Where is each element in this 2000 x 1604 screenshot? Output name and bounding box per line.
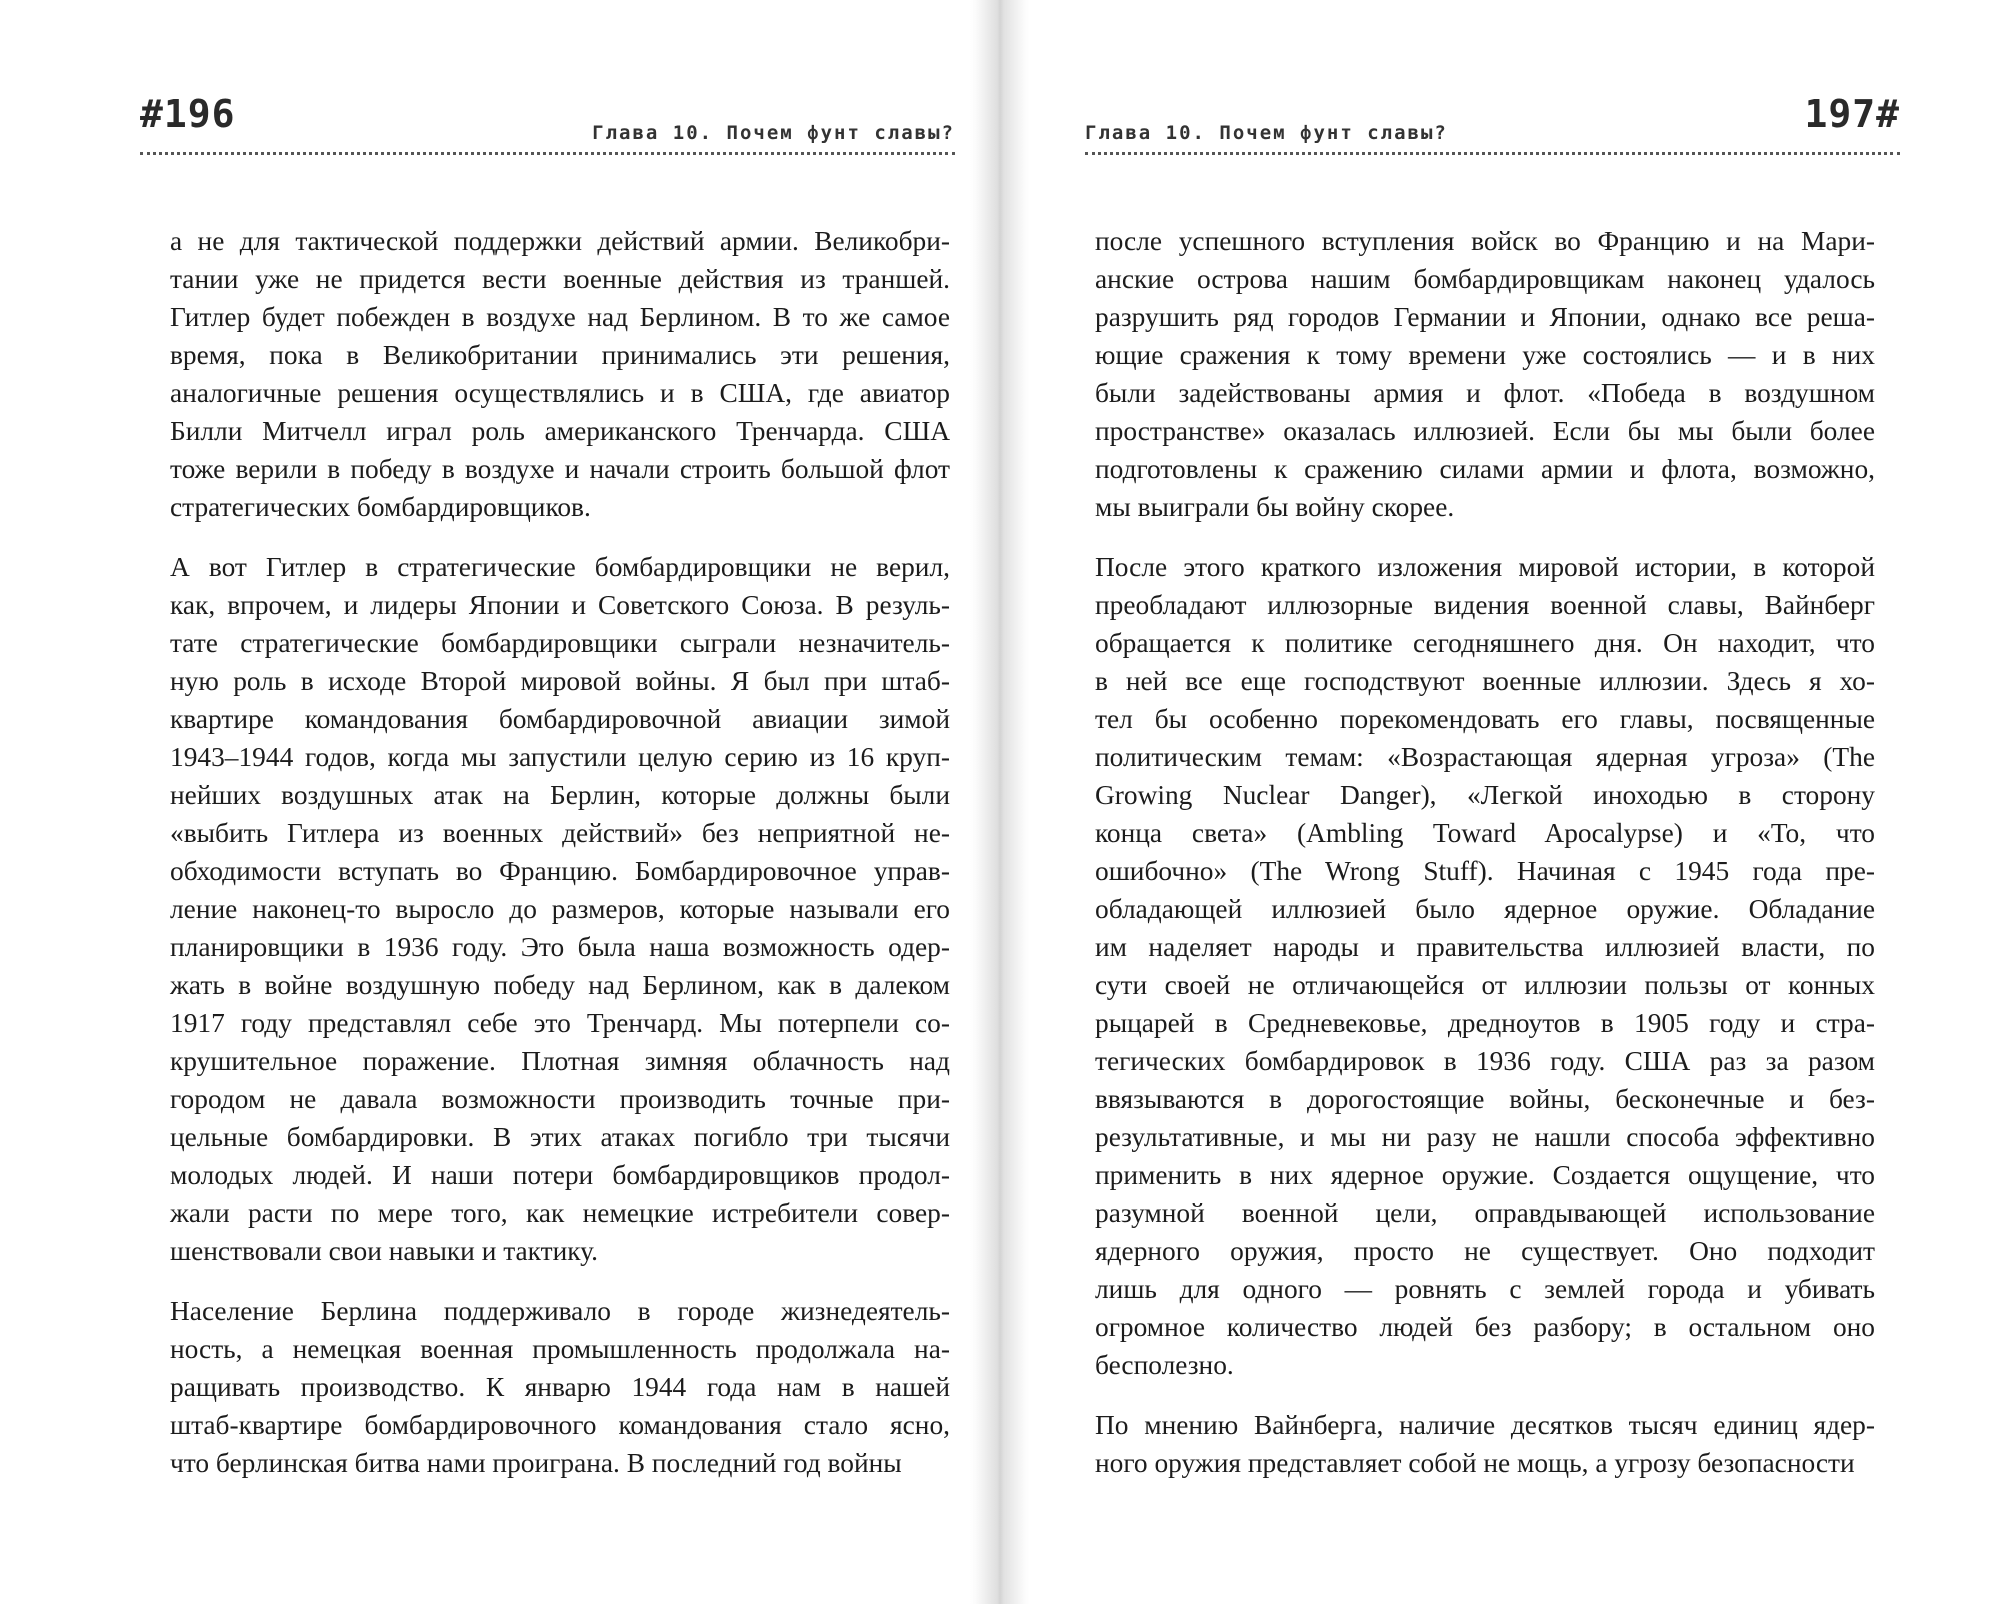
right-page-number: 197# [1804,92,1900,136]
right-text-line: огромное количество людей без разбору; в остальном оно [1095,1312,1875,1342]
right-page-body [1095,222,1875,1482]
right-text-line: пространстве» оказалась иллюзией. Если бы мы были более [1095,416,1875,446]
right-text-line: ного оружия представляет собой не мощь, а угрозу безопасности [1095,1448,1855,1478]
right-paragraph-gap [1095,526,1875,548]
right-text-line: сути своей не отличающейся от иллюзии пользы от конных [1095,970,1875,1000]
left-text-line: А вот Гитлер в стратегические бомбардировщики не верил, [170,552,950,582]
left-text-line: время, пока в Великобритании принимались эти решения, [170,340,950,370]
right-text-line: По мнению Вайнберга, наличие десятков тысяч единиц ядер- [1095,1410,1875,1440]
right-text-line: мы выиграли бы войну скорее. [1095,492,1455,522]
left-text-line: штаб-квартире бомбардировочного командования стало ясно, [170,1410,950,1440]
left-text-line: тате стратегические бомбардировщики сыграли незначитель- [170,628,950,658]
right-text-line: политическим темам: «Возрастающая ядерная угроза» (The [1095,742,1875,772]
right-text-line: лишь для одного — ровнять с землей города и убивать [1095,1274,1875,1304]
right-text-line: конца света» (Ambling Toward Apocalypse) и «То, что [1095,818,1875,848]
right-text-line: им наделяет народы и правительства иллюзией власти, по [1095,932,1875,962]
right-text-line: после успешного вступления войск во Францию и на Мари- [1095,226,1875,256]
left-paragraph-gap [170,1270,950,1292]
left-text-line: 1943–1944 годов, когда мы запустили целую серию из 16 круп- [170,742,950,772]
right-text-line: тел бы особенно порекомендовать его главы, посвященные [1095,704,1875,734]
right-text-line: ядерного оружия, просто не существует. Оно подходит [1095,1236,1875,1266]
right-text-line: ющие сражения к тому времени уже состоялись — и в них [1095,340,1875,370]
left-text-line: а не для тактической поддержки действий армии. Великобри- [170,226,950,256]
left-text-line: что берлинская битва нами проиграна. В последний год войны [170,1448,902,1478]
right-text-line: результативные, и мы ни разу не нашли способа эффективно [1095,1122,1875,1152]
left-running-title: Глава 10. Почем фунт славы? [592,122,955,144]
left-text-line: Гитлер будет побежден в воздухе над Берлином. В то же самое [170,302,950,332]
right-text-line: обладающей иллюзией было ядерное оружие. Обладание [1095,894,1875,924]
right-text-line: применить в них ядерное оружие. Создается ощущение, что [1095,1160,1875,1190]
right-text-line: После этого краткого изложения мировой истории, в которой [1095,552,1875,582]
left-text-line: как, впрочем, и лидеры Японии и Советского Союза. В резуль- [170,590,950,620]
right-paragraph [1095,1406,1875,1482]
left-text-line: обходимости вступать во Францию. Бомбардировочное управ- [170,856,950,886]
right-running-title: Глава 10. Почем фунт славы? [1085,122,1448,144]
left-text-line: тании уже не придется вести военные действия из траншей. [170,264,950,294]
left-page-body [170,222,950,1482]
left-text-line: аналогичные решения осуществлялись и в США, где авиатор [170,378,950,408]
left-page-number: #196 [140,92,236,136]
left-text-line: «выбить Гитлера из военных действий» без неприятной не- [170,818,950,848]
left-text-line: планировщики в 1936 году. Это была наша возможность одер- [170,932,950,962]
right-text-line: преобладают иллюзорные видения военной славы, Вайнберг [1095,590,1875,620]
left-text-line: ную роль в исходе Второй мировой войны. Я был при штаб- [170,666,950,696]
right-text-line: разрушить ряд городов Германии и Японии, однако все реша- [1095,302,1875,332]
right-text-line: тегических бомбардировок в 1936 году. США раз за разом [1095,1046,1875,1076]
left-text-line: стратегических бомбардировщиков. [170,492,591,522]
left-text-line: Билли Митчелл играл роль американского Тренчарда. США [170,416,950,446]
right-text-line: ввязываются в дорогостоящие войны, бесконечные и без- [1095,1084,1875,1114]
right-text-line: рыцарей в Средневековье, дредноутов в 1905 году и стра- [1095,1008,1875,1038]
right-text-line: подготовлены к сражению силами армии и флота, возможно, [1095,454,1875,484]
left-paragraph [170,548,950,1270]
right-text-line: разумной военной цели, оправдывающей использование [1095,1198,1875,1228]
left-text-line: жали расти по мере того, как немецкие истребители совер- [170,1198,950,1228]
right-text-line: ошибочно» (The Wrong Stuff). Начиная с 1945 года пре- [1095,856,1875,886]
left-text-line: 1917 году представлял себе это Тренчард. Мы потерпели со- [170,1008,950,1038]
right-text-line: бесполезно. [1095,1350,1234,1380]
right-text-line: в ней все еще господствуют военные иллюзии. Здесь я хо- [1095,666,1875,696]
right-text-line: анские острова нашим бомбардировщикам наконец удалось [1095,264,1875,294]
left-text-line: ращивать производство. К январю 1944 года нам в нашей [170,1372,950,1402]
left-paragraph-gap [170,526,950,548]
left-text-line: тоже верили в победу в воздухе и начали строить большой флот [170,454,950,484]
right-page-header [1085,92,1900,162]
left-header-rule [140,152,955,159]
left-text-line: шенствовали свои навыки и тактику. [170,1236,598,1266]
right-text-line: Growing Nuclear Danger), «Легкой иноходью в сторону [1095,780,1875,810]
right-text-line: были задействованы армия и флот. «Победа в воздушном [1095,378,1875,408]
left-text-line: Население Берлина поддерживало в городе жизнедеятель- [170,1296,950,1326]
right-paragraph-gap [1095,1384,1875,1406]
left-paragraph [170,222,950,526]
left-text-line: ность, а немецкая военная промышленность продолжала на- [170,1334,950,1364]
left-text-line: квартире командования бомбардировочной авиации зимой [170,704,950,734]
left-text-line: молодых людей. И наши потери бомбардировщиков продол- [170,1160,950,1190]
right-header-rule [1085,152,1900,159]
right-paragraph [1095,548,1875,1384]
left-text-line: нейших воздушных атак на Берлин, которые должны были [170,780,950,810]
left-paragraph [170,1292,950,1482]
left-text-line: крушительное поражение. Плотная зимняя облачность над [170,1046,950,1076]
left-text-line: городом не давала возможности производить точные при- [170,1084,950,1114]
right-text-line: обращается к политике сегодняшнего дня. Он находит, что [1095,628,1875,658]
left-text-line: цельные бомбардировки. В этих атаках погибло три тысячи [170,1122,950,1152]
left-text-line: жать в войне воздушную победу над Берлином, как в далеком [170,970,950,1000]
left-text-line: ление наконец-то выросло до размеров, которые называли его [170,894,950,924]
right-paragraph [1095,222,1875,526]
left-page-header [140,92,955,162]
